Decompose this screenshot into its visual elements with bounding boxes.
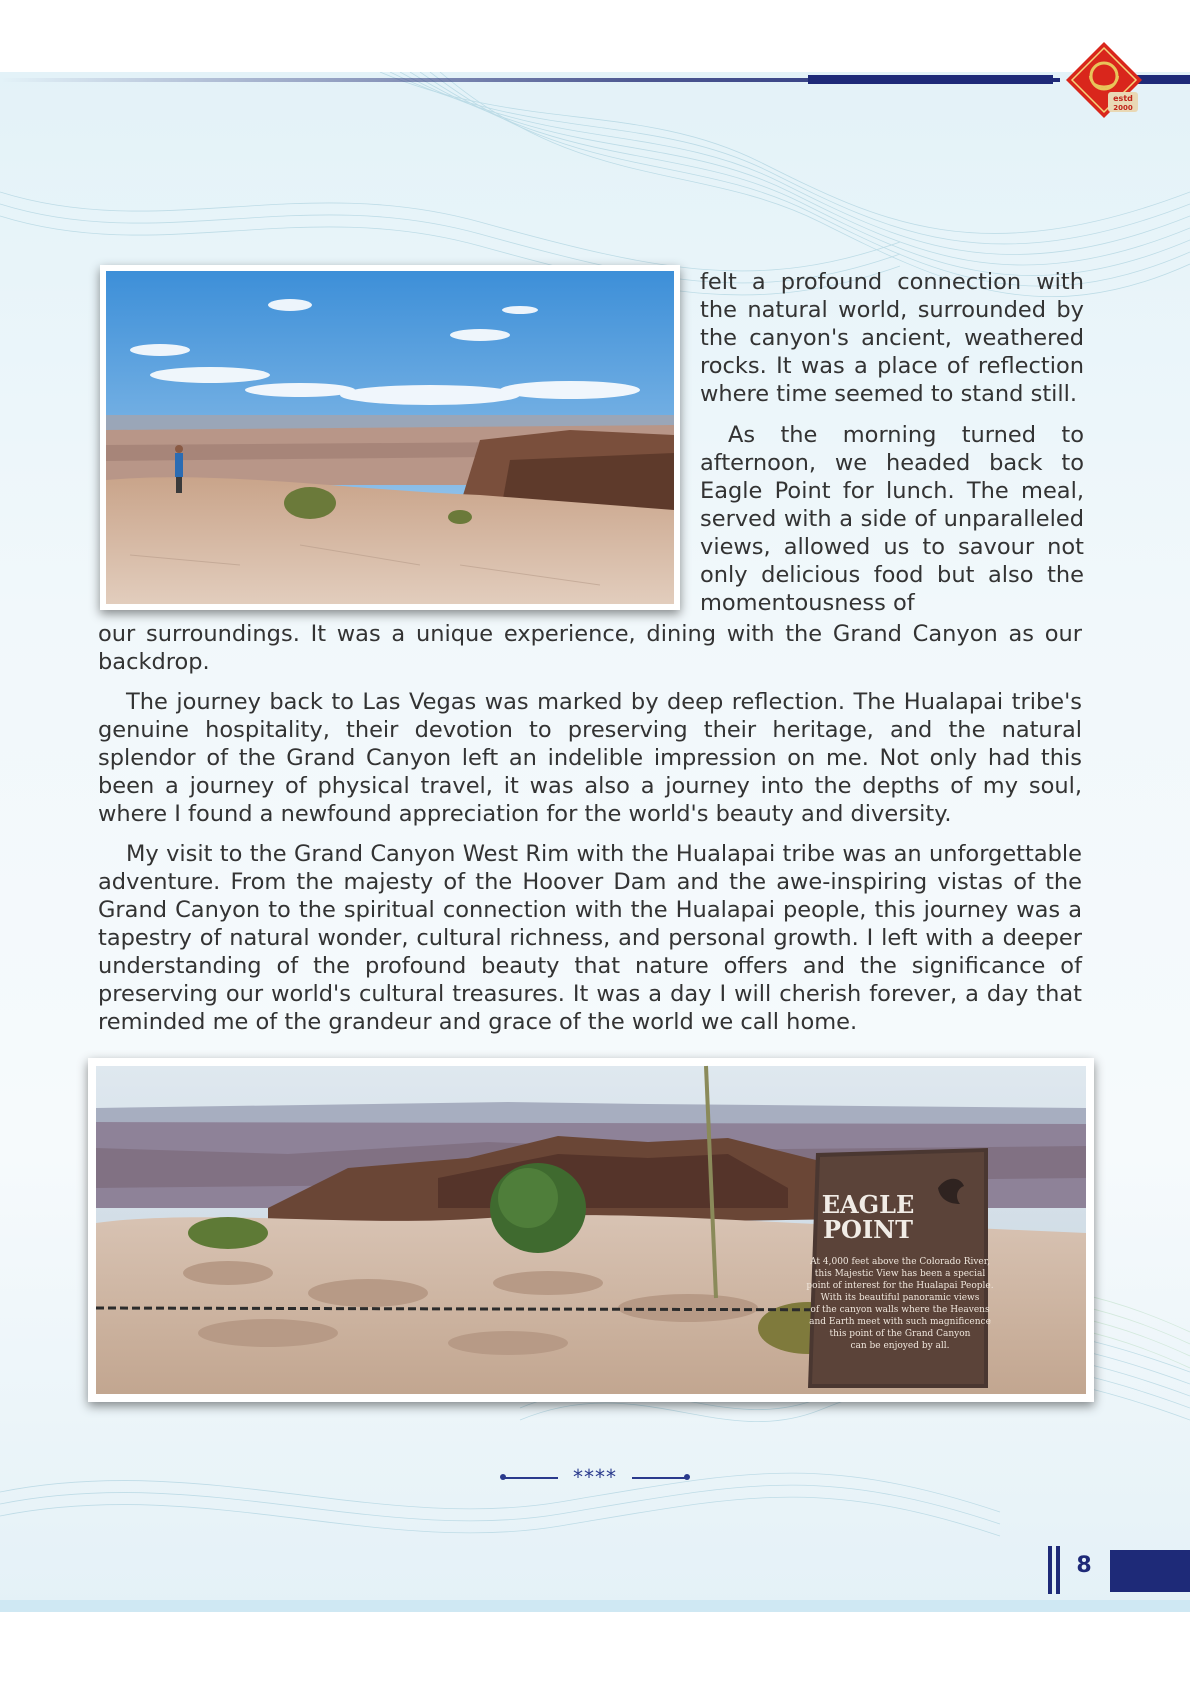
header-bar xyxy=(808,75,1053,84)
sign-line-6: and Earth meet with such magnificence xyxy=(809,1317,991,1327)
sign-title-line2: POINT xyxy=(823,1215,913,1244)
canyon-photo xyxy=(100,265,680,610)
sign-line-4: With its beautiful panoramic views xyxy=(820,1293,980,1303)
footer-ornament xyxy=(500,1465,690,1489)
sign-line-2: this Majestic View has been a special xyxy=(814,1269,986,1279)
sign-line-5: of the canyon walls where the Heavens xyxy=(810,1305,990,1315)
page-number-mark xyxy=(1056,1546,1060,1594)
footer-stars: **** xyxy=(573,1465,617,1489)
page-number: 8 xyxy=(1076,1553,1092,1578)
estd-emblem-logo xyxy=(1064,40,1144,120)
sign-line-8: can be enjoyed by all. xyxy=(850,1341,950,1351)
canyon-photo-image xyxy=(100,265,680,610)
sign-title-line1: EAGLE xyxy=(821,1190,915,1219)
emblem-year-text: 2000 xyxy=(1113,104,1133,112)
eagle-point-photo xyxy=(88,1058,1094,1402)
sign-line-7: this point of the Grand Canyon xyxy=(829,1329,971,1339)
paragraph-4: My visit to the Grand Canyon West Rim with the Hualapai tribe was an unforgettable adventure. From the majesty of the Hoover Dam and the awe-inspiring vistas of the Grand Canyon to the spiritual connection with the Hualapai people, this journey was a tapestry of natural wonder, cultural richness, and personal growth. I left with a deeper understanding of the profound beauty that nature offers and the significance of preserving our world's cultural treasures. It was a day I will cherish forever, a day that reminded me of the grandeur and grace of the world we call home. xyxy=(98,841,1082,1035)
paragraph-1-wrap: felt a profound connection with the natural world, surrounded by the canyon's ancient, weathered rocks. It was a place of reflection where time seemed to stand still. xyxy=(700,269,1084,407)
page-number-mark xyxy=(1048,1546,1052,1594)
footer-band xyxy=(0,1600,1190,1612)
sign-line-3: point of interest for the Hualapai People. xyxy=(806,1281,994,1291)
paragraph-2-wrap: As the morning turned to afternoon, we headed back to Eagle Point for lunch. The meal, served with a side of unparalleled views, allowed us to savour not only delicious food but also the momentousness of xyxy=(700,422,1084,616)
emblem-estd-text: estd xyxy=(1113,94,1133,103)
paragraph-3: The journey back to Las Vegas was marked by deep reflection. The Hualapai tribe's genuine hospitality, their devotion to preserving their heritage, and the natural splendor of the Grand Canyon left an indelible impression on me. Not only had this been a journey of physical travel, it was also a journey into the depths of my soul, where I found a newfound appreciation for the world's beauty and diversity. xyxy=(98,689,1082,827)
eagle-point-photo-image xyxy=(88,1058,1094,1402)
footer-bar xyxy=(1110,1550,1190,1592)
eagle-point-sign xyxy=(806,1148,993,1388)
paragraph-2-full: our surroundings. It was a unique experience, dining with the Grand Canyon as our backdrop. xyxy=(98,621,1082,675)
sign-line-1: At 4,000 feet above the Colorado River, xyxy=(810,1257,990,1267)
